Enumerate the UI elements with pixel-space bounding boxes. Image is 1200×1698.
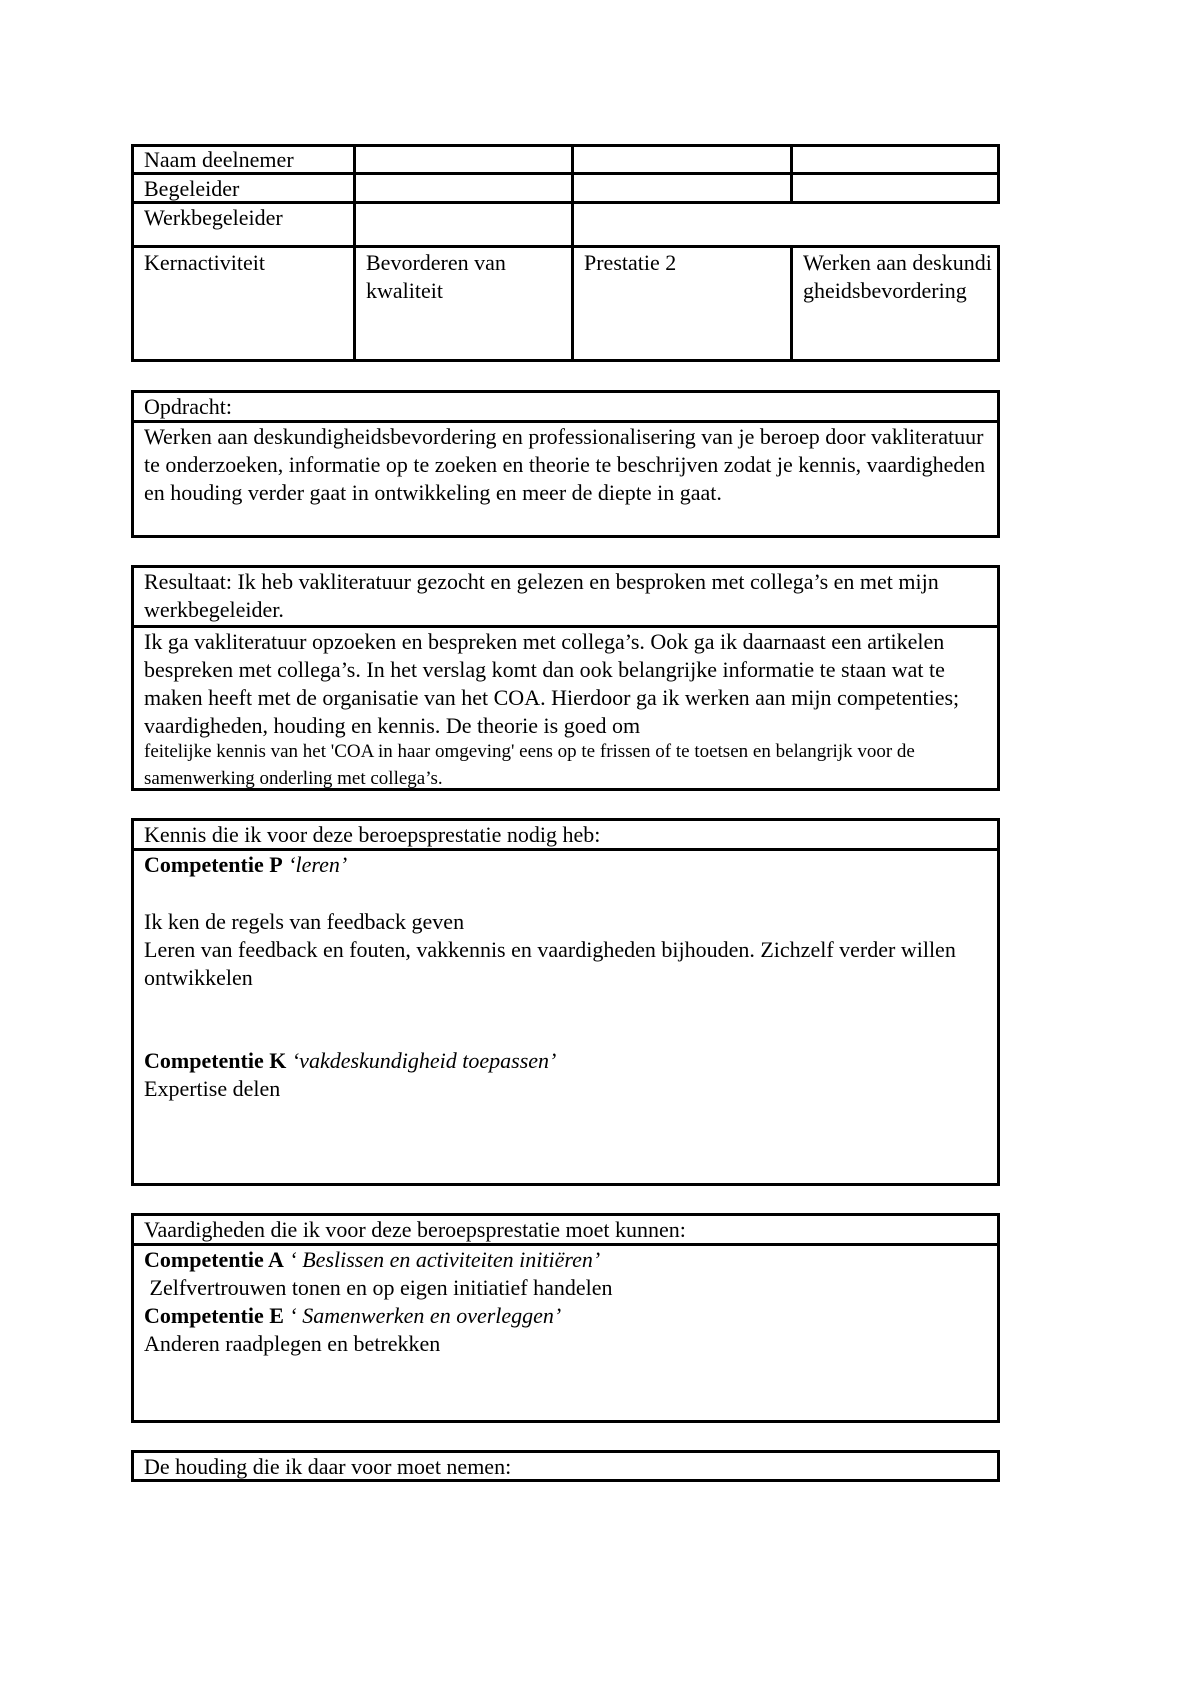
prestatie-title: Werken aan deskundigheidsbevordering [803, 250, 992, 303]
kennis-line-1: Ik ken de regels van feedback geven [144, 909, 465, 934]
resultaat-box [131, 565, 1000, 791]
competentie-p-name: ‘leren’ [282, 852, 348, 877]
opdracht-box [131, 390, 1000, 538]
resultaat-text-small: feitelijke kennis van het 'COA in haar omgeving' eens op te frissen of te toetsen en belangrijk voor de samenwerking onderling met collega’s. [144, 741, 915, 789]
werkbegeleider-label: Werkbegeleider [144, 205, 283, 230]
houding-label: De houding die ik daar voor moet nemen: [144, 1454, 512, 1479]
vaardigheden-line-1: Zelfvertrouwen tonen en op eigen initiatief handelen [144, 1275, 613, 1300]
begeleider-label: Begeleider [144, 176, 240, 201]
kennis-line-3: Expertise delen [144, 1076, 281, 1101]
vaardigheden-label: Vaardigheden die ik voor deze beroepsprestatie moet kunnen: [144, 1217, 686, 1242]
competentie-p [134, 851, 357, 879]
competentie-e [134, 1302, 571, 1330]
competentie-a-title: Competentie A [144, 1247, 284, 1272]
competentie-k [134, 1047, 566, 1075]
kennis-label: Kennis die ik voor deze beroepsprestatie nodig heb: [144, 822, 601, 847]
kennis-line-2: Leren van feedback en fouten, vakkennis en vaardigheden bijhouden. Zichzelf verder willen ontwikkelen [144, 937, 956, 990]
prestatie-number: Prestatie 2 [584, 250, 677, 275]
resultaat-label: Resultaat: Ik heb vakliteratuur gezocht en gelezen en besproken met collega’s en met mijn werkbegeleider. [144, 569, 939, 622]
competentie-p-title: Competentie P [144, 852, 283, 877]
houding-box [131, 1450, 1000, 1482]
resultaat-text: Ik ga vakliteratuur opzoeken en bespreken met collega’s. Ook ga ik daarnaast een artikelen bespreken met collega’s. In het verslag komt dan ook belangrijke informatie te staan wat te maken heeft met de organisatie van het COA. Hierdoor ga ik werken aan mijn competenties; vaardigheden, houding en kennis. De theorie is goed om [144, 629, 960, 738]
competentie-e-name: ‘ Samenwerken en overleggen’ [283, 1303, 562, 1328]
naam-deelnemer-label: Naam deelnemer [144, 147, 294, 172]
opdracht-label: Opdracht: [144, 394, 232, 419]
header-table [131, 144, 1000, 364]
competentie-k-title: Competentie K [144, 1048, 287, 1073]
kernactiviteit-value: Bevorderen van kwaliteit [366, 250, 506, 303]
competentie-a [134, 1246, 610, 1274]
kennis-box [131, 818, 1000, 1186]
competentie-e-title: Competentie E [144, 1303, 284, 1328]
opdracht-text: Werken aan deskundigheidsbevordering en professionalisering van je beroep door vakliteratuur te onderzoeken, informatie op te zoeken en theorie te beschrijven zodat je kennis, vaardigheden en houding verder gaat in ontwikkeling en meer de diepte in gaat. [144, 424, 986, 505]
kernactiviteit-label: Kernactiviteit [144, 250, 265, 275]
vaardigheden-line-2: Anderen raadplegen en betrekken [144, 1331, 441, 1356]
competentie-a-name: ‘ Beslissen en activiteiten initiëren’ [283, 1247, 601, 1272]
competentie-k-name: ‘vakdeskundigheid toepassen’ [286, 1048, 557, 1073]
vaardigheden-box [131, 1213, 1000, 1423]
